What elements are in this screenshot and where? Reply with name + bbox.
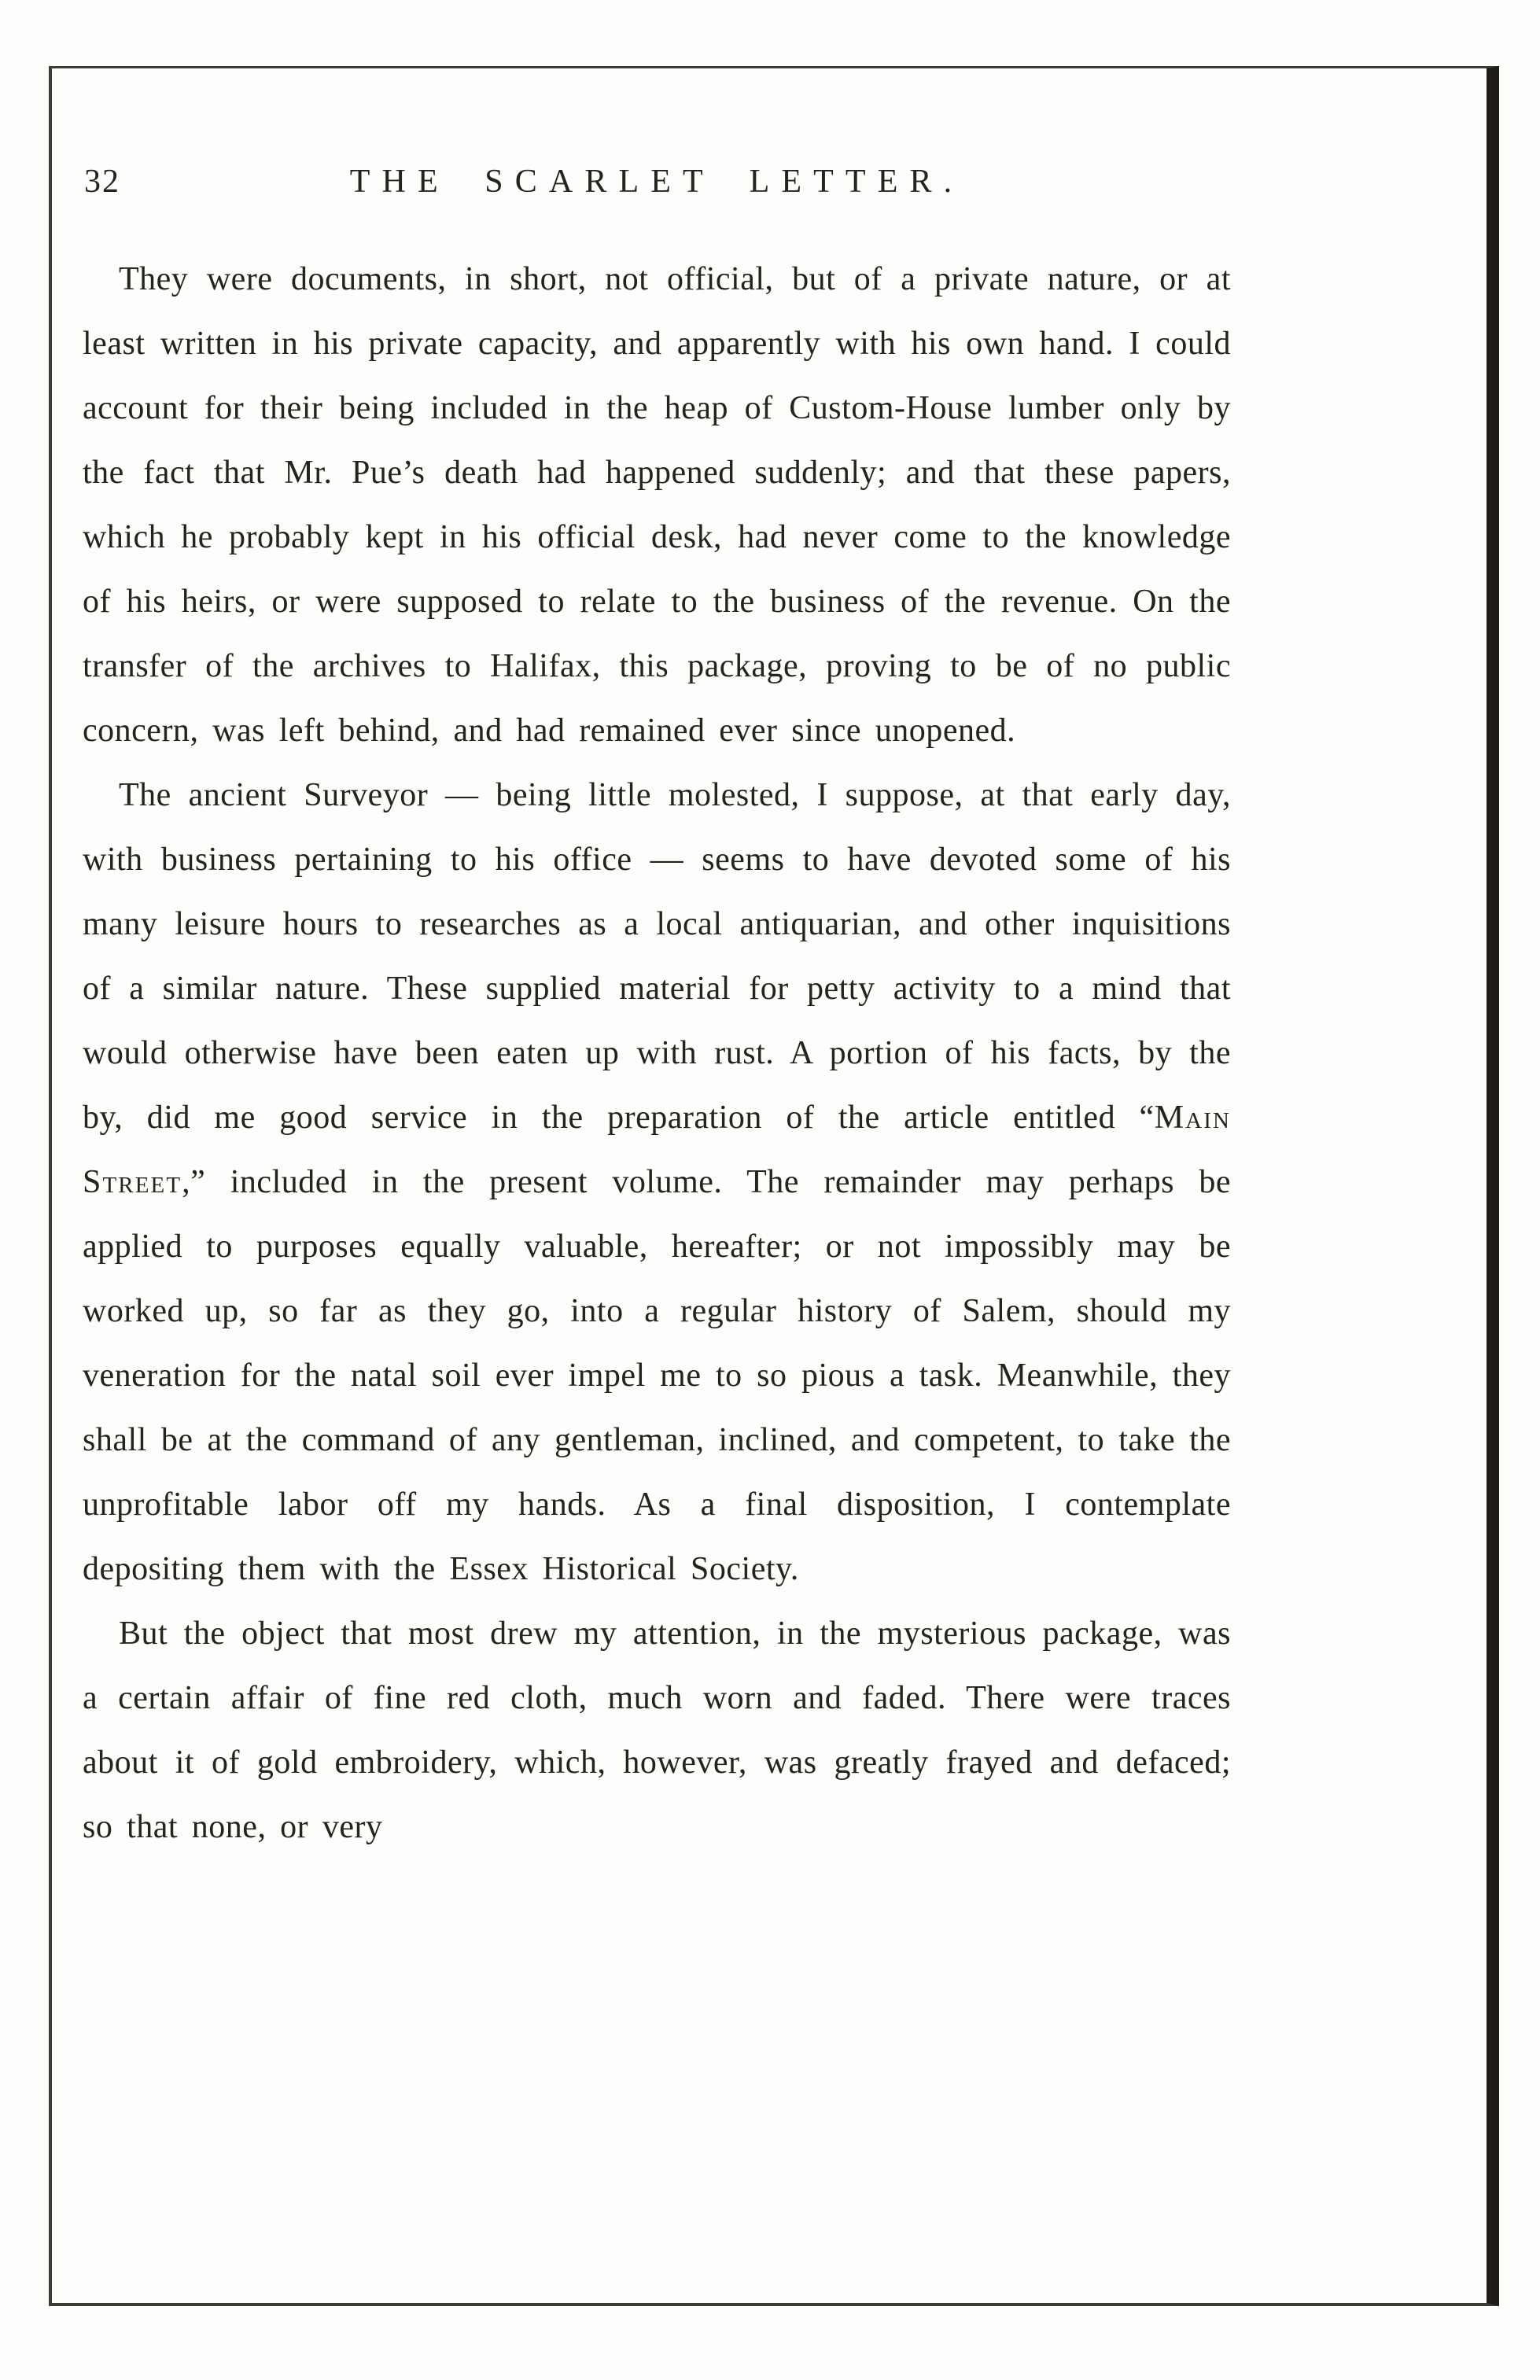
paragraph <box>83 1601 1231 1859</box>
running-title: THE SCARLET LETTER. <box>349 164 964 200</box>
paragraph <box>83 247 1231 763</box>
text-run: They were documents, in short, not official, but of a private nature, or at least written in his private capacity, and apparently with his own hand. I could account for their being included in the heap of Custom-House lumber only by the fact that Mr. Pue’s death had happened suddenly; and that these papers, which he probably kept in his official desk, had never come to the knowledge of his heirs, or were supposed to relate to the business of the revenue. On the transfer of the archives to Halifax, this package, proving to be of no public concern, was left behind, and had remained ever since unopened. <box>83 261 1231 749</box>
page-body <box>83 247 1231 1859</box>
paragraph <box>83 763 1231 1601</box>
text-run: But the object that most drew my attention, in the mysterious package, was a certain affair of fine red cloth, much worn and faded. There were traces about it of gold embroidery, which, however, was greatly frayed and defaced; so that none, or very <box>83 1616 1231 1845</box>
page-frame <box>49 66 1499 2306</box>
article-title-smallcaps: Main Street <box>83 1100 1231 1200</box>
text-run: ,” included in the present volume. The remainder may perhaps be applied to purposes equally valuable, hereafter; or not impossibly may be worked up, so far as they go, into a regular history of Salem, should my veneration for the natal soil ever impel me to so pious a task. Meanwhile, they shall be at the command of any gentleman, inclined, and competent, to take the unprofitable labor off my hands. As a final disposition, I contemplate depositing them with the Essex Historical Society. <box>83 1164 1231 1587</box>
text-run: The ancient Surveyor — being little molested, I suppose, at that early day, with business pertaining to his office — seems to have devoted some of his many leisure hours to researches as a local antiquarian, and other inquisitions of a similar nature. These supplied material for petty activity to a mind that would otherwise have been eaten up with rust. A portion of his facts, by the by, did me good service in the preparation of the article entitled “ <box>83 777 1231 1136</box>
page-header <box>83 160 1231 203</box>
page-number: 32 <box>84 164 120 200</box>
